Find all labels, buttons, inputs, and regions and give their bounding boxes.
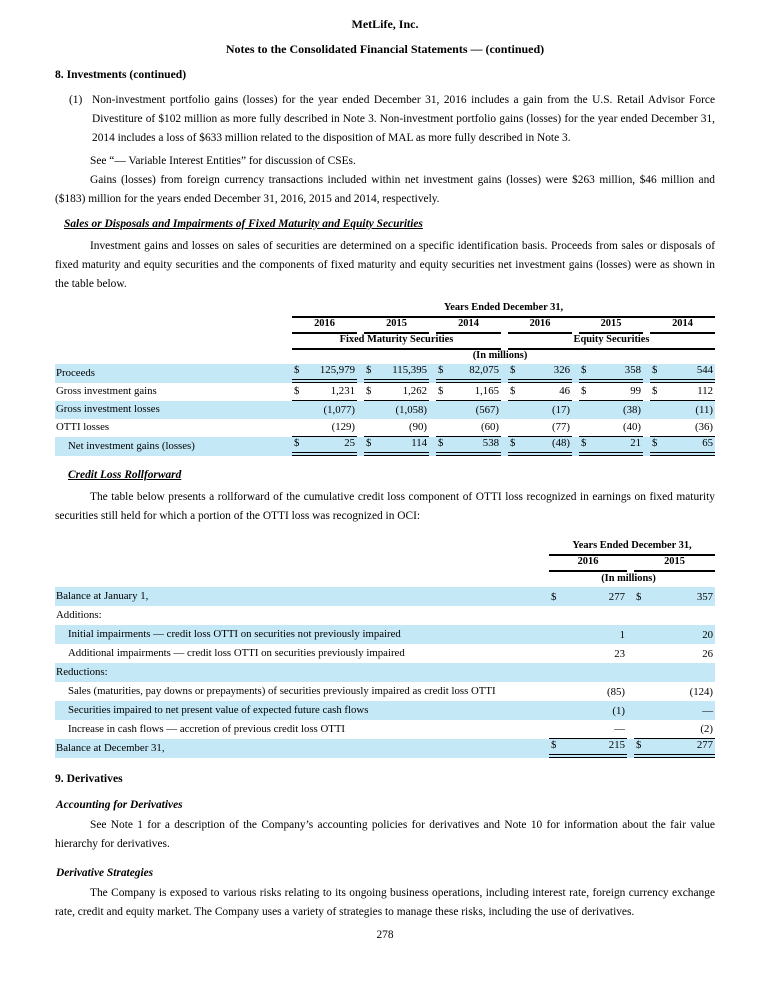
year-column-header: 2016 (292, 318, 357, 334)
cell-value: (124) (689, 686, 714, 698)
table-row (55, 663, 715, 682)
row-label: Balance at January 1, (55, 587, 542, 606)
years-ended-header: Years Ended December 31, (549, 540, 715, 556)
cell-value: 544 (696, 364, 714, 376)
year-column-header: 2016 (508, 318, 572, 334)
table-header-row (55, 334, 715, 350)
cell-value: (48) (552, 437, 570, 449)
company-title: MetLife, Inc. (351, 17, 419, 31)
row-label: Additional impairments — credit loss OTTI on securities previously impaired (68, 647, 405, 659)
table-header-row (55, 556, 715, 572)
currency-symbol: $ (438, 437, 444, 449)
fixed-maturity-equity-securities-table (55, 302, 715, 456)
year-column-header: 2014 (650, 318, 715, 334)
row-label: Securities impaired to net present value of expected future cash flows (55, 701, 542, 720)
cell-value: (129) (331, 421, 355, 433)
row-label: Gross investment losses (55, 401, 285, 419)
see-variable-interest-paragraph: See “— Variable Interest Entities” for discussion of CSEs. (90, 155, 356, 167)
currency-symbol: $ (510, 437, 516, 449)
cell-value: (85) (607, 686, 625, 698)
year-column-header: 2015 (634, 556, 715, 572)
cell-value: 358 (624, 364, 641, 376)
currency-symbol: $ (551, 739, 557, 751)
currency-symbol: $ (510, 364, 516, 376)
cell-value: 99 (630, 385, 641, 397)
currency-symbol: $ (294, 385, 300, 397)
cell-value: 23 (614, 648, 625, 660)
currency-symbol: $ (510, 385, 516, 397)
currency-symbol: $ (366, 385, 372, 397)
cell-value: 82,075 (469, 364, 499, 376)
cell-value: (2) (700, 723, 714, 735)
cell-value: 1 (619, 629, 625, 641)
cell-value: (40) (623, 421, 641, 433)
derivative-strategies-paragraph: The Company is exposed to various risks relating to its ongoing business operations, including interest rate, foreign currency exchange rate, credit and equity market. The Company uses a variety of strategies to manage these risks, including the use of derivatives. (55, 887, 715, 918)
cell-value: — (702, 705, 714, 717)
cell-value: (17) (552, 404, 570, 416)
fixed-maturity-group-header: Fixed Maturity Securities (292, 334, 501, 350)
years-ended-header: Years Ended December 31, (292, 302, 715, 318)
cell-value: 20 (702, 629, 714, 641)
sales-disposals-heading: Sales or Disposals and Impairments of Fixed Maturity and Equity Securities (64, 218, 423, 230)
table-row (55, 606, 715, 625)
cell-value: 112 (697, 385, 714, 397)
table-row (55, 701, 715, 720)
row-label: Initial impairments — credit loss OTTI on securities not previously impaired (55, 625, 542, 644)
cell-value: (60) (481, 421, 499, 433)
table-row (55, 587, 715, 606)
cell-value: (77) (552, 421, 570, 433)
year-column-header: 2015 (579, 318, 643, 334)
cell-value: 357 (696, 591, 714, 603)
section-9-heading: 9. Derivatives (55, 772, 123, 785)
cell-value: (1) (612, 705, 625, 717)
accounting-for-derivatives-paragraph: See Note 1 for a description of the Company’s accounting policies for derivatives and Note 10 for information about the fair value hierarchy for derivatives. (55, 819, 715, 850)
footnote-1 (55, 91, 715, 148)
currency-symbol: $ (652, 385, 658, 397)
table-row (55, 644, 715, 663)
table-row (55, 720, 715, 739)
cell-value: (11) (695, 404, 714, 416)
table-row (55, 625, 715, 644)
currency-symbol: $ (294, 437, 300, 449)
currency-symbol: $ (581, 437, 587, 449)
currency-symbol: $ (551, 591, 557, 603)
cell-value: (36) (695, 421, 714, 433)
cell-value: 1,165 (474, 385, 499, 397)
table-row (55, 739, 715, 758)
credit-loss-paragraph: The table below presents a rollforward of the cumulative credit loss component of OTTI loss recognized in earnings on fixed maturity securities still held for which a portion of the OTTI loss was recognized in OCI: (55, 491, 715, 522)
cell-value: (38) (623, 404, 641, 416)
row-label: Gross investment gains (56, 385, 157, 397)
accounting-for-derivatives-heading: Accounting for Derivatives (56, 799, 183, 811)
table-header-row (55, 572, 715, 587)
cell-value: 21 (630, 437, 641, 449)
cell-value: 215 (608, 739, 625, 751)
footnote-marker: (1) (69, 94, 83, 106)
row-label: Proceeds (55, 364, 285, 383)
row-label: Reductions: (55, 663, 542, 682)
cell-value: 277 (608, 591, 625, 603)
table-header-row (55, 540, 715, 556)
year-column-header: 2014 (436, 318, 501, 334)
row-label: Increase in cash flows — accretion of previous credit loss OTTI (68, 723, 346, 735)
cell-value: 277 (696, 739, 714, 751)
currency-symbol: $ (652, 364, 658, 376)
cell-value: 114 (411, 437, 427, 449)
cell-value: 46 (559, 385, 570, 397)
cell-value: 326 (553, 364, 570, 376)
table-header-row (55, 302, 715, 318)
table-row (55, 419, 715, 437)
row-label: Net investment gains (losses) (55, 437, 285, 456)
row-label: Sales (maturities, pay downs or prepayments) of securities previously impaired as credit loss OTTI (68, 685, 496, 697)
cell-value: (1,058) (395, 404, 427, 416)
currency-symbol: $ (652, 437, 658, 449)
table-header-row (55, 318, 715, 334)
row-label: Balance at December 31, (55, 739, 542, 758)
table-row (55, 682, 715, 701)
units-header: (In millions) (472, 350, 528, 361)
cell-value: (1,077) (323, 404, 355, 416)
table-header-row (55, 350, 715, 364)
year-column-header: 2015 (364, 318, 429, 334)
cell-value: 1,262 (402, 385, 427, 397)
credit-loss-rollforward-heading: Credit Loss Rollforward (68, 469, 182, 481)
table-row (55, 437, 715, 456)
cell-value: 26 (702, 648, 714, 660)
currency-symbol: $ (438, 385, 444, 397)
cell-value: 115,395 (392, 364, 427, 376)
cell-value: (90) (409, 421, 427, 433)
year-column-header: 2016 (549, 556, 627, 572)
footnote-text: Non-investment portfolio gains (losses) for the year ended December 31, 2016 includes a gain from the U.S. Retail Advisor Force Divestiture of $102 million as more fully described in Note 3. Non-investment portfolio gains (losses) for the year ended December 31, 2014 includes a loss of $633 million related to the disposition of MAL as more fully described in Note 3. (92, 94, 715, 144)
table-row (55, 364, 715, 383)
cell-value: 125,979 (319, 364, 355, 376)
currency-symbol: $ (636, 739, 642, 751)
row-label: Additions: (56, 609, 102, 621)
foreign-currency-paragraph: Gains (losses) from foreign currency transactions included within net investment gains (losses) were $263 million, $46 million and ($183) million for the years ended December 31, 2016, 2015 and 2014, respectively. (55, 174, 715, 205)
document-subtitle: Notes to the Consolidated Financial Statements — (continued) (225, 42, 545, 56)
derivative-strategies-heading: Derivative Strategies (56, 867, 154, 879)
currency-symbol: $ (366, 364, 372, 376)
cell-value: 65 (702, 437, 714, 449)
cell-value: 25 (344, 437, 355, 449)
currency-symbol: $ (581, 364, 587, 376)
units-header: (In millions) (601, 573, 656, 584)
currency-symbol: $ (366, 437, 372, 449)
cell-value: (567) (475, 404, 499, 416)
section-8-heading: 8. Investments (continued) (55, 68, 187, 81)
equity-securities-group-header: Equity Securities (508, 334, 715, 350)
cell-value: — (614, 723, 625, 735)
table-row (55, 401, 715, 419)
currency-symbol: $ (294, 364, 300, 376)
row-label: OTTI losses (56, 421, 110, 433)
cell-value: 538 (482, 437, 499, 449)
table-row (55, 383, 715, 401)
currency-symbol: $ (636, 591, 642, 603)
sales-disposals-paragraph: Investment gains and losses on sales of securities are determined on a specific identification basis. Proceeds from sales or disposals of fixed maturity and equity securities and the components of fixed maturity and equity securities net investment gains (losses) were as shown in the table below. (55, 240, 715, 290)
credit-loss-rollforward-table (55, 540, 715, 758)
page-number: 278 (376, 929, 394, 941)
cell-value: 1,231 (330, 385, 355, 397)
currency-symbol: $ (438, 364, 444, 376)
currency-symbol: $ (581, 385, 587, 397)
